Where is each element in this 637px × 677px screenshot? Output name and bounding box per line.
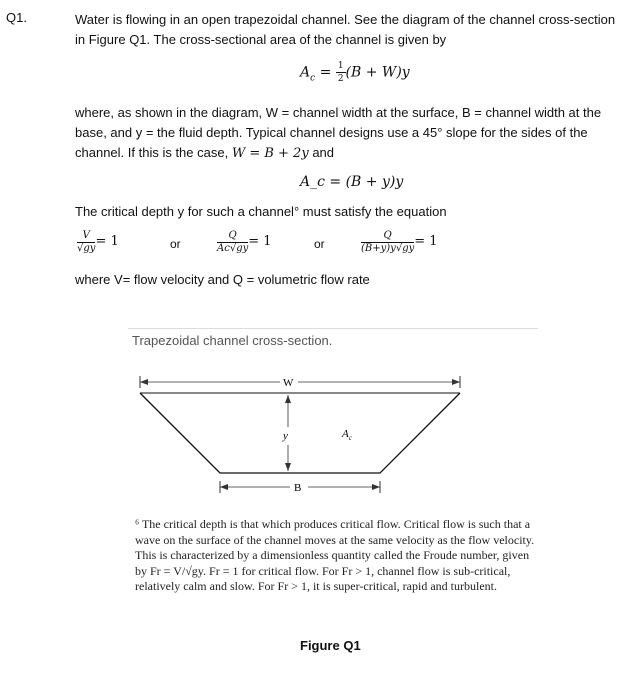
area-formula-rhs: (B + W)y bbox=[345, 64, 410, 81]
eq2-numerator: Q bbox=[217, 230, 248, 243]
ac-label bbox=[341, 428, 353, 442]
eq1-denominator: √gy bbox=[77, 243, 96, 254]
ac-symbol: A bbox=[342, 428, 349, 440]
eq2-rhs: = 1 bbox=[248, 234, 272, 249]
intro-paragraph: Water is flowing in an open trapezoidal channel. See the diagram of the channel cross-section in Figure Q1. The cross-sectional area of the channel is given by bbox=[75, 12, 616, 47]
eq3-numerator: Q bbox=[361, 230, 414, 243]
critical-eq-3 bbox=[361, 230, 438, 255]
y-label: y bbox=[283, 430, 288, 442]
trapezoid-diagram bbox=[130, 365, 470, 505]
area-formula-2: A_c = (B + y)y bbox=[300, 174, 404, 190]
b-left-arrow bbox=[220, 484, 228, 490]
where-text: where, as shown in the diagram, W = channel width at the surface, B = channel width at the base, and y = the fluid depth. Typical channel designs use a 45° slope for the sides of the channel. If this is the case, bbox=[75, 105, 602, 160]
half-denominator: 2 bbox=[337, 74, 344, 84]
eq2-fraction bbox=[217, 230, 248, 255]
eq1-fraction bbox=[77, 230, 95, 255]
channel-outline bbox=[140, 393, 460, 473]
y-top-arrow bbox=[285, 395, 291, 403]
ac-subscript: c bbox=[348, 434, 352, 442]
eq3-rhs: = 1 bbox=[414, 234, 438, 249]
figure-title: Figure Q1 bbox=[300, 638, 361, 653]
eq3-fraction bbox=[361, 230, 414, 255]
w-label: W bbox=[283, 377, 294, 389]
y-bottom-arrow bbox=[285, 463, 291, 471]
critical-text: The critical depth y for such a channel° must satisfy the equation bbox=[75, 204, 447, 219]
half-numerator: 1 bbox=[337, 61, 344, 71]
eq1-numerator: V bbox=[77, 230, 95, 243]
area-formula-1 bbox=[300, 60, 410, 85]
b-label: B bbox=[294, 482, 302, 494]
footnote: ⁶ The critical depth is that which produces critical flow. Critical flow is such that a wave on the surface of the channel moves at the same velocity as the flow velocity. This is characterized by a dimensionless quantity called the Froude number, given by Fr = V/√gy. Fr = 1 for critical flow. For Fr > 1, channel flow is sub-critical, relatively calm and slow. For Fr > 1, it is super-critical, rapid and turbulent. bbox=[135, 517, 535, 593]
critical-eq-1 bbox=[77, 230, 119, 255]
and-text: and bbox=[312, 145, 335, 160]
eq2-denominator: Ac√gy bbox=[217, 243, 249, 254]
w-equation: W = B + 2y bbox=[231, 146, 309, 161]
equals-sign: = bbox=[315, 64, 336, 81]
half-fraction bbox=[336, 60, 346, 85]
question-number: Q1. bbox=[6, 10, 27, 25]
w-left-arrow bbox=[140, 379, 148, 385]
or-text-2: or bbox=[314, 237, 325, 251]
w-right-arrow bbox=[452, 379, 460, 385]
eq3-denominator: (B+y)y√gy bbox=[361, 243, 415, 254]
where-paragraph bbox=[75, 103, 627, 164]
variables-text: where V= flow velocity and Q = volumetric flow rate bbox=[75, 272, 370, 287]
figure-caption: Trapezoidal channel cross-section. bbox=[132, 333, 333, 348]
b-right-arrow bbox=[372, 484, 380, 490]
critical-eq-2 bbox=[217, 230, 272, 255]
figure-divider bbox=[128, 328, 538, 329]
or-text-1: or bbox=[170, 237, 181, 251]
area-subscript: c bbox=[310, 73, 316, 84]
eq1-rhs: = 1 bbox=[95, 234, 119, 249]
area-symbol: A bbox=[300, 64, 311, 81]
